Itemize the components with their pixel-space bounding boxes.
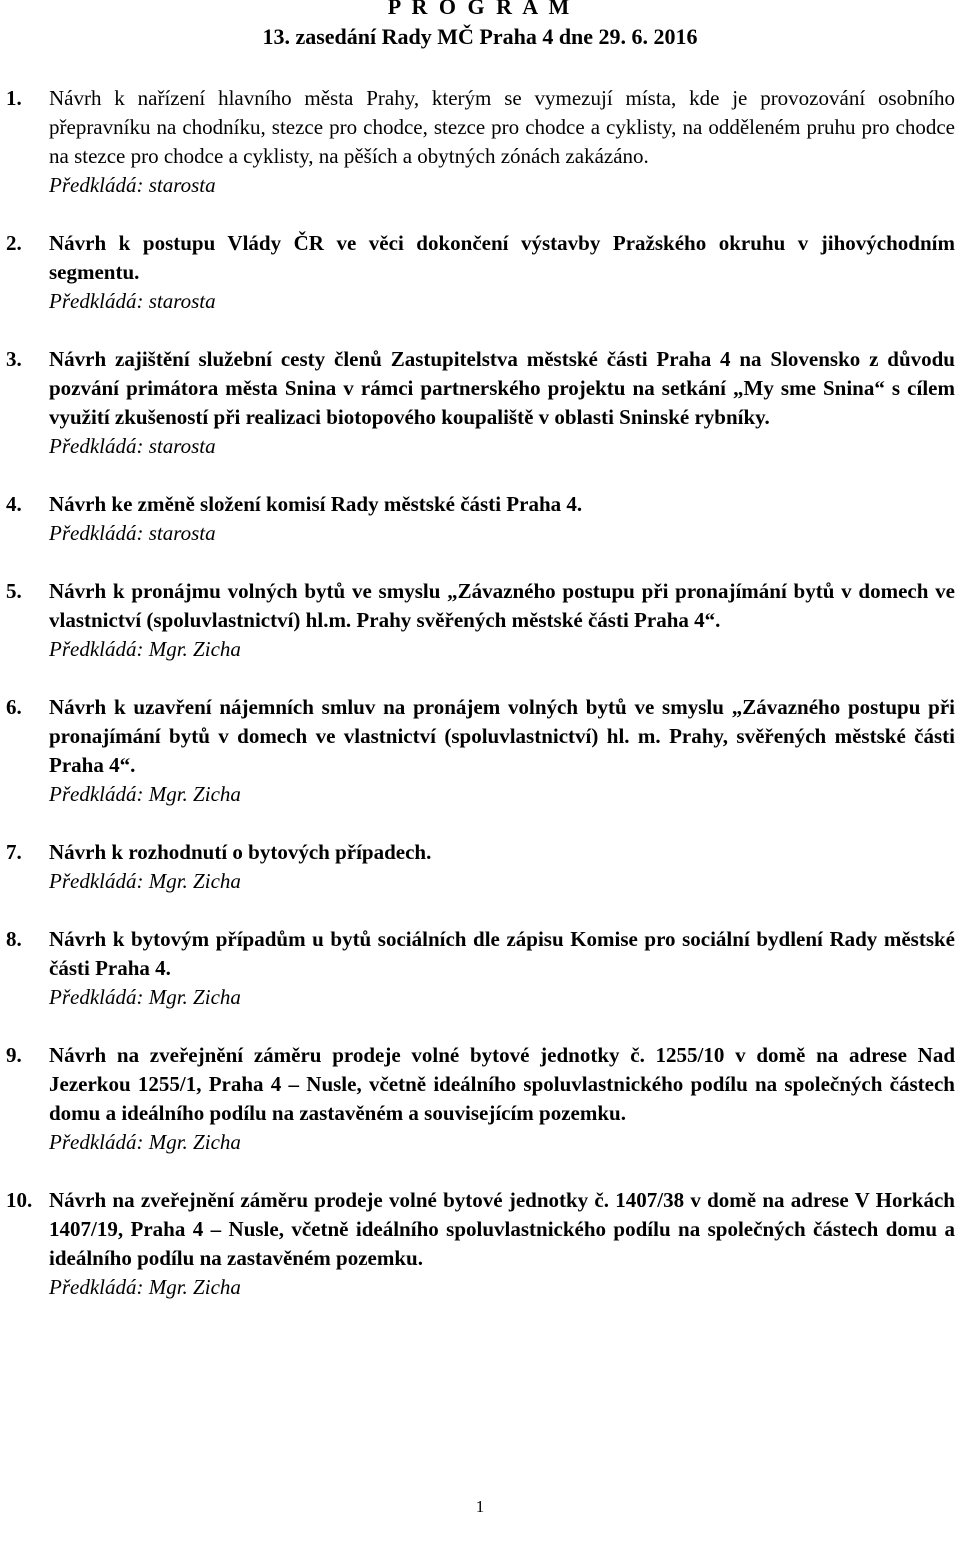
agenda-item-text: Návrh zajištění služební cesty členů Zastupitelstva městské části Praha 4 na Slovensko z důvodu pozvání primátora města Snina v rámci partnerského projektu na setkání „My sme Snina“ s cílem využití zkušeností při realizaci biotopového koupaliště v oblasti Sninské rybníky. [49,347,955,429]
agenda-list [0,84,960,1302]
agenda-item-text: Návrh k uzavření nájemních smluv na pronájem volných bytů ve smyslu „Závazného postupu při pronajímání bytů v domech ve vlastnictví (spoluvlastnictví) hl. m. Prahy, svěřených městské části Praha 4“. [49,695,955,777]
agenda-item-presenter: Předkládá: Mgr. Zicha [49,869,241,893]
agenda-item [0,1186,960,1302]
agenda-item [0,345,960,461]
agenda-item-presenter: Předkládá: Mgr. Zicha [49,637,241,661]
page-number: 1 [475,1497,485,1516]
agenda-item [0,838,960,896]
agenda-item [0,490,960,548]
agenda-item-number: 5. [6,579,22,603]
agenda-item-presenter: Předkládá: Mgr. Zicha [49,985,241,1009]
agenda-item [0,577,960,664]
agenda-item [0,693,960,809]
agenda-item [0,1041,960,1157]
agenda-item-presenter: Předkládá: starosta [49,289,216,313]
agenda-item-text: Návrh k postupu Vlády ČR ve věci dokončení výstavby Pražského okruhu v jihovýchodním segmentu. [49,231,955,284]
agenda-item-text: Návrh k nařízení hlavního města Prahy, kterým se vymezují místa, kde je provozování osobního přepravníku na chodníku, stezce pro chodce, stezce pro chodce a cyklisty, na odděleném pruhu pro chodce na stezce pro chodce a cyklisty, na pěších a obytných zónách zakázáno. [49,86,955,168]
document-title: P R O G R A M [387,0,573,19]
agenda-item-presenter: Předkládá: Mgr. Zicha [49,782,241,806]
agenda-item-number: 8. [6,927,22,951]
document-subtitle: 13. zasedání Rady MČ Praha 4 dne 29. 6. 2016 [262,24,698,49]
agenda-item-presenter: Předkládá: Mgr. Zicha [49,1130,241,1154]
agenda-item [0,84,960,200]
agenda-item-number: 6. [6,695,22,719]
agenda-item-number: 3. [6,347,22,371]
agenda-item-number: 9. [6,1043,22,1067]
agenda-item-presenter: Předkládá: Mgr. Zicha [49,1275,241,1299]
agenda-item-text: Návrh na zveřejnění záměru prodeje volné bytové jednotky č. 1255/10 v domě na adrese Nad Jezerkou 1255/1, Praha 4 – Nusle, včetně ideálního spoluvlastnického podílu na společných částech domu a ideálního podílu na zastavěném a souvisejícím pozemku. [49,1043,955,1125]
agenda-item [0,925,960,1012]
agenda-item-text: Návrh k bytovým případům u bytů sociálních dle zápisu Komise pro sociální bydlení Rady městské části Praha 4. [49,927,955,980]
agenda-item-presenter: Předkládá: starosta [49,173,216,197]
agenda-item-text: Návrh ke změně složení komisí Rady městské části Praha 4. [49,492,583,516]
agenda-item-number: 7. [6,840,22,864]
agenda-item-number: 4. [6,492,22,516]
agenda-item-presenter: Předkládá: starosta [49,434,216,458]
agenda-item-number: 1. [6,86,22,110]
agenda-item [0,229,960,316]
agenda-item-number: 10. [6,1188,33,1212]
agenda-item-number: 2. [6,231,22,255]
agenda-item-text: Návrh k rozhodnutí o bytových případech. [49,840,432,864]
agenda-item-presenter: Předkládá: starosta [49,521,216,545]
agenda-item-text: Návrh k pronájmu volných bytů ve smyslu „Závazného postupu při pronajímání bytů v domech ve vlastnictví (spoluvlastnictví) hl.m. Prahy svěřených městské části Praha 4“. [49,579,955,632]
agenda-item-text: Návrh na zveřejnění záměru prodeje volné bytové jednotky č. 1407/38 v domě na adrese V Horkách 1407/19, Praha 4 – Nusle, včetně ideálního spoluvlastnického podílu na společných částech domu a ideálního podílu na zastavěném pozemku. [49,1188,955,1270]
